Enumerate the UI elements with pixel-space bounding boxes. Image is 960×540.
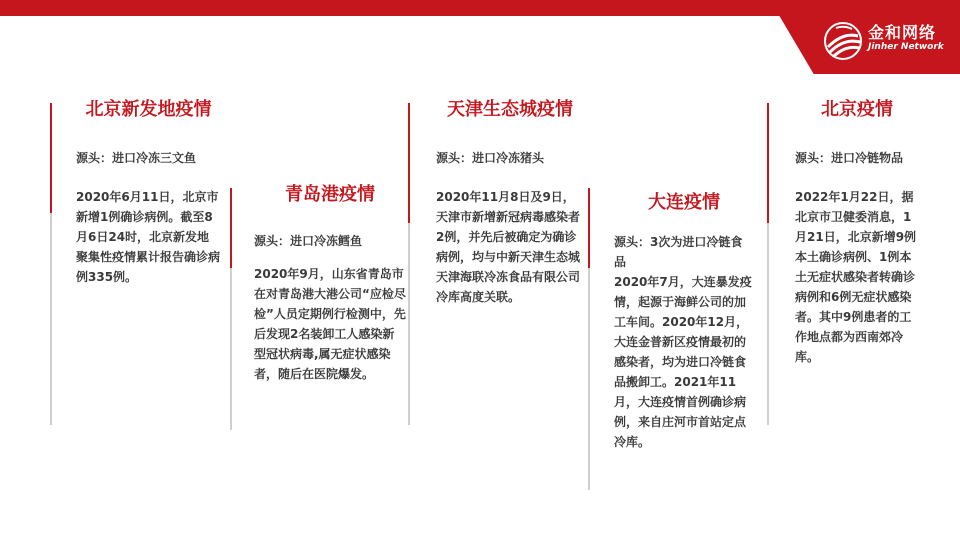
card-4-divider xyxy=(588,268,590,490)
card-source: 源头：进口冷链物品 xyxy=(795,151,904,165)
globe-logo-icon xyxy=(822,20,864,62)
card-title: 天津生态城疫情 xyxy=(447,99,573,120)
card-source: 源头：进口冷冻鳕鱼 xyxy=(254,234,363,248)
card-tianjin-eco-city xyxy=(436,99,584,307)
card-detail: 2020年6月11日，北京市新增1例确诊病例。截至8月6日24时，北京新发地聚集性疫情累计报告确诊病例335例。 xyxy=(76,190,221,284)
card-detail: 2022年1月22日，据北京市卫健委消息，1月21日，北京新增9例本土确诊病例、1例本土无症状感染者转确诊病例和6例无症状感染者。其中9例患者的工作地点都为西南郊冷库。 xyxy=(795,190,917,364)
card-title: 青岛港疫情 xyxy=(285,184,375,205)
card-3-divider xyxy=(408,223,410,425)
card-4-accent-bar xyxy=(588,188,590,268)
brand-logo xyxy=(822,18,958,62)
card-2-accent-bar xyxy=(230,188,232,268)
card-2-divider xyxy=(230,268,232,430)
card-detail: 2020年11月8日及9日，天津市新增新冠病毒感染者2例，并先后被确定为确诊病例，均与中新天津生态城天津海联冷冻食品有限公司冷库高度关联。 xyxy=(436,190,581,304)
card-5-divider xyxy=(767,223,769,425)
card-beijing xyxy=(795,99,919,367)
card-1-divider xyxy=(50,213,52,425)
brand-name-en: Jinher Network xyxy=(868,42,944,52)
card-detail: 2020年9月，山东省青岛市在对青岛港大港公司“应检尽检”人员定期例行检测中，先后发现2名装卸工人感染新型冠状病毒,属无症状感染者，随后在医院爆发。 xyxy=(254,267,406,381)
card-source: 源头：进口冷冻猪头 xyxy=(436,151,545,165)
card-detail: 2020年7月，大连暴发疫情，起源于海鲜公司的加工车间。2020年12月，大连金普新区疫情最初的感染者，均为进口冷链食品搬卸工。2021年11月，大连疫情首例确诊病例，来自庄河市首站定点冷库。 xyxy=(614,275,752,449)
card-qingdao-port xyxy=(254,184,406,384)
card-source: 源头：进口冷冻三文鱼 xyxy=(76,151,197,165)
card-title: 北京新发地疫情 xyxy=(85,99,212,120)
card-title: 北京疫情 xyxy=(821,99,893,120)
card-5-accent-bar xyxy=(767,103,769,223)
card-beijing-xinfadi xyxy=(76,99,221,287)
card-3-accent-bar xyxy=(408,103,410,223)
brand-name-cn: 金和网络 xyxy=(868,23,937,42)
card-title: 大连疫情 xyxy=(648,192,720,213)
card-source: 源头：3次为进口冷链食品 xyxy=(614,235,743,269)
card-dalian xyxy=(614,192,754,452)
card-1-accent-bar xyxy=(50,103,52,213)
